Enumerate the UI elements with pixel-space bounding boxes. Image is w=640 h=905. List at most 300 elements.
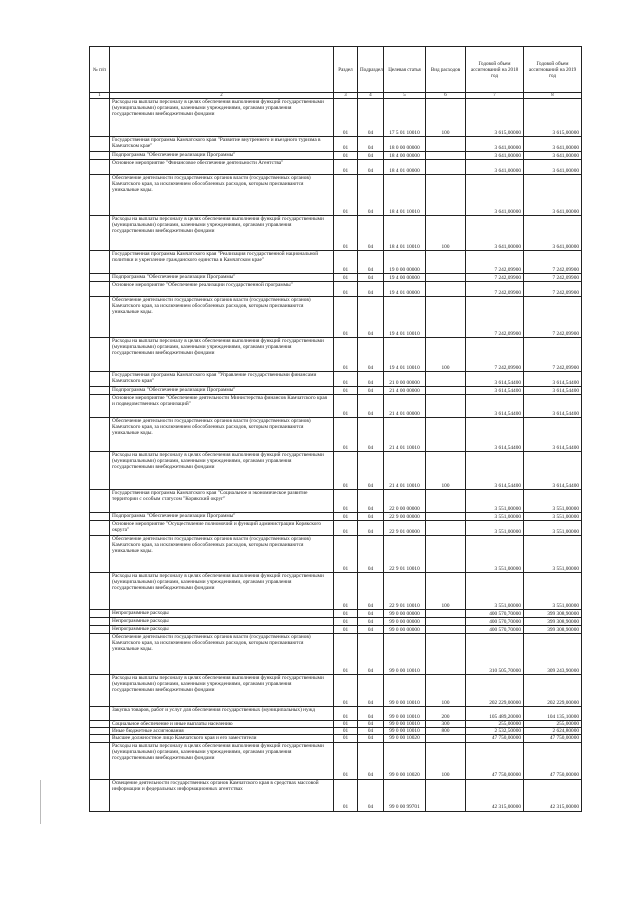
table-row [90,175,582,216]
cell-name: Расходы на выплаты персоналу в целях обеспечения выполнения функций государственными (муниципальными) органами, казенными учреждениями, органами управления государственными внебюджетными фондами [110,675,334,707]
cell-volume-2018: 3 614,54400 [466,418,524,452]
cell-name: Государственная программа Камчатского края "Социальное и экономическое развитие территории с особым статусом "Корякский округ" [110,490,334,513]
cell-name: Обеспечение деятельности государственных органов власти (государственных органов) Камчатского края, за исключением обособленных расходов, которым присваиваются уникальные коды. [110,536,334,573]
cell-podrazdel: 04 [358,452,384,490]
cell-name: Государственная программа Камчатского края "Управление государственными финансами Камчатского края" [110,372,334,387]
cell-volume-2018: 3 641,00000 [466,216,524,251]
cell-name: Основное мероприятие "Обеспечение реализации государственной программы" [110,282,334,297]
cell-podrazdel: 04 [358,707,384,721]
table-row [90,395,582,418]
table-row [90,274,582,282]
table-row [90,618,582,626]
cell-volume-2019: 7 242,09900 [524,282,582,297]
cell-razdel: 01 [334,395,358,418]
cell-podrazdel: 04 [358,152,384,160]
table-row [90,387,582,395]
cell-num [90,395,110,418]
column-number: 4 [358,93,384,99]
cell-volume-2018: 7 242,09900 [466,251,524,274]
cell-podrazdel: 04 [358,387,384,395]
cell-num [90,418,110,452]
cell-expense-type [426,395,466,418]
cell-razdel: 01 [334,707,358,721]
table-row [90,251,582,274]
cell-name: Непрограммные расходы [110,618,334,626]
cell-volume-2019: 7 242,09900 [524,251,582,274]
cell-volume-2019: 47 750,00000 [524,735,582,742]
cell-volume-2018: 7 242,09900 [466,282,524,297]
table-row [90,573,582,610]
header-volume-2019: Годовой объем ассигнований на 2019 год [524,47,582,93]
cell-podrazdel: 04 [358,297,384,338]
cell-target-article: 18 4 00 00000 [384,152,426,160]
cell-expense-type: 100 [426,452,466,490]
cell-expense-type [426,490,466,513]
cell-razdel: 01 [334,251,358,274]
cell-name: Расходы на выплаты персоналу в целях обеспечения выполнения функций государственными (муниципальными) органами, казенными учреждениями, органами управления государственными внебюджетными фондами [110,452,334,490]
cell-target-article: 22 0 00 00000 [384,490,426,513]
cell-podrazdel: 04 [358,742,384,779]
cell-target-article: 99 0 00 10010 [384,721,426,728]
cell-num [90,282,110,297]
cell-name: Обеспечение деятельности государственных органов власти (государственных органов) Камчатского края, за исключением обособленных расходов, которым присваиваются уникальные коды. [110,418,334,452]
cell-volume-2018: 3 641,00000 [466,152,524,160]
cell-razdel: 01 [334,675,358,707]
cell-podrazdel: 04 [358,175,384,216]
cell-razdel: 01 [334,618,358,626]
cell-volume-2018: 3 551,00000 [466,573,524,610]
cell-target-article: 21 4 01 00000 [384,395,426,418]
cell-volume-2018: 202 229,00000 [466,675,524,707]
cell-volume-2018: 7 242,09900 [466,338,524,372]
cell-podrazdel: 04 [358,721,384,728]
cell-name: Основное мероприятие "Обеспечение деятельности Министерства финансов Камчатского края и подведомственных организаций" [110,395,334,418]
cell-expense-type: 100 [426,675,466,707]
cell-expense-type [426,418,466,452]
cell-razdel: 01 [334,742,358,779]
table-row [90,728,582,735]
cell-razdel: 01 [334,626,358,634]
table-row [90,721,582,728]
cell-target-article: 19 4 01 10010 [384,297,426,338]
cell-target-article: 99 0 00 10010 [384,675,426,707]
cell-volume-2019: 399 308,90000 [524,618,582,626]
cell-name: Государственная программа Камчатского края "Развитие внутреннего и въездного туризма в Камчатском крае" [110,137,334,152]
cell-razdel: 01 [334,137,358,152]
table-row [90,418,582,452]
cell-name: Расходы на выплаты персоналу в целях обеспечения выполнения функций государственными (муниципальными) органами, казенными учреждениями, органами управления государственными внебюджетными фондами [110,99,334,137]
cell-target-article: 18 0 00 00000 [384,137,426,152]
cell-name: Освещение деятельности государственных органов Камчатского края в средствах массовой информации и федеральных информационных агентствах [110,779,334,811]
cell-target-article: 99 0 00 10010 [384,634,426,675]
cell-num [90,137,110,152]
cell-podrazdel: 04 [358,338,384,372]
cell-target-article: 22 9 01 10010 [384,536,426,573]
cell-target-article: 21 4 01 10010 [384,452,426,490]
cell-num [90,372,110,387]
table-row [90,282,582,297]
table-row [90,490,582,513]
cell-razdel: 01 [334,490,358,513]
cell-razdel: 01 [334,513,358,521]
cell-num [90,707,110,721]
cell-podrazdel: 04 [358,521,384,536]
table-row [90,297,582,338]
margin-mark [40,780,41,824]
cell-name: Государственная программа Камчатского края "Реализация государственной национальной политики и укрепление гражданского единства в Камчатском крае" [110,251,334,274]
table-row [90,626,582,634]
cell-expense-type: 200 [426,707,466,721]
cell-expense-type [426,274,466,282]
cell-volume-2019: 7 242,09900 [524,338,582,372]
cell-podrazdel: 04 [358,634,384,675]
cell-expense-type [426,626,466,634]
cell-volume-2019: 255,00000 [524,721,582,728]
cell-volume-2018: 3 614,54400 [466,452,524,490]
table-row [90,216,582,251]
cell-razdel: 01 [334,372,358,387]
table-row [90,536,582,573]
column-number: 8 [524,93,582,99]
cell-expense-type [426,175,466,216]
cell-num [90,521,110,536]
cell-podrazdel: 04 [358,536,384,573]
cell-volume-2019: 7 242,09900 [524,274,582,282]
cell-num [90,742,110,779]
cell-razdel: 01 [334,779,358,811]
table-row [90,779,582,811]
header-target-article: Целевая статья [384,47,426,93]
cell-expense-type [426,137,466,152]
cell-num [90,175,110,216]
cell-num [90,721,110,728]
cell-expense-type: 100 [426,216,466,251]
cell-podrazdel: 04 [358,418,384,452]
cell-podrazdel: 04 [358,675,384,707]
table-row [90,160,582,175]
cell-volume-2018: 400 570,70000 [466,626,524,634]
cell-num [90,513,110,521]
cell-podrazdel: 04 [358,372,384,387]
cell-podrazdel: 04 [358,274,384,282]
cell-volume-2019: 399 308,90000 [524,626,582,634]
cell-num [90,452,110,490]
cell-volume-2019: 3 614,54400 [524,372,582,387]
cell-target-article: 99 0 00 00000 [384,626,426,634]
table-row [90,521,582,536]
cell-num [90,297,110,338]
cell-name: Обеспечение деятельности государственных органов власти (государственных органов) Камчатского края, за исключением обособленных расходов, которым присваиваются уникальные коды. [110,297,334,338]
cell-expense-type [426,152,466,160]
cell-razdel: 01 [334,152,358,160]
cell-podrazdel: 04 [358,99,384,137]
cell-podrazdel: 04 [358,618,384,626]
table-header-row [90,47,582,93]
cell-volume-2018: 255,00000 [466,721,524,728]
cell-volume-2019: 3 551,00000 [524,521,582,536]
cell-volume-2019: 3 641,00000 [524,137,582,152]
cell-podrazdel: 04 [358,251,384,274]
cell-num [90,251,110,274]
column-number: 7 [466,93,524,99]
cell-volume-2018: 3 551,00000 [466,513,524,521]
table-row [90,513,582,521]
cell-target-article: 21 4 00 00000 [384,387,426,395]
cell-volume-2018: 105 489,20000 [466,707,524,721]
cell-target-article: 99 0 00 00000 [384,610,426,618]
cell-podrazdel: 04 [358,610,384,618]
cell-volume-2018: 3 551,00000 [466,521,524,536]
cell-volume-2019: 3 641,00000 [524,152,582,160]
cell-target-article: 18 4 01 10010 [384,175,426,216]
cell-num [90,634,110,675]
cell-expense-type [426,634,466,675]
table-body [90,99,582,812]
cell-volume-2019: 3 615,00000 [524,99,582,137]
cell-podrazdel: 04 [358,395,384,418]
cell-expense-type [426,297,466,338]
table-row [90,372,582,387]
cell-target-article: 19 4 00 00000 [384,274,426,282]
budget-table [89,46,582,812]
cell-expense-type [426,610,466,618]
cell-volume-2019: 3 614,54400 [524,387,582,395]
cell-razdel: 01 [334,521,358,536]
header-num: № п/п [90,47,110,93]
cell-target-article: 99 0 00 10010 [384,728,426,735]
cell-num [90,779,110,811]
cell-podrazdel: 04 [358,573,384,610]
cell-volume-2018: 42 315,00000 [466,779,524,811]
cell-target-article: 99 0 00 10010 [384,707,426,721]
cell-volume-2018: 3 614,54400 [466,372,524,387]
cell-expense-type [426,387,466,395]
cell-num [90,536,110,573]
table-row [90,99,582,137]
cell-expense-type: 800 [426,728,466,735]
cell-expense-type [426,251,466,274]
cell-volume-2018: 3 641,00000 [466,175,524,216]
cell-target-article: 99 0 00 10020 [384,742,426,779]
cell-razdel: 01 [334,175,358,216]
cell-volume-2018: 3 641,00000 [466,137,524,152]
cell-num [90,728,110,735]
table-row [90,675,582,707]
cell-podrazdel: 04 [358,779,384,811]
cell-podrazdel: 04 [358,735,384,742]
column-number: 1 [90,93,110,99]
cell-num [90,387,110,395]
cell-volume-2018: 3 615,00000 [466,99,524,137]
column-number: 2 [110,93,334,99]
cell-name: Подпрограмма "Обеспечение реализации Программы" [110,152,334,160]
cell-podrazdel: 04 [358,728,384,735]
cell-expense-type [426,536,466,573]
cell-volume-2018: 3 614,54400 [466,387,524,395]
cell-volume-2018: 3 641,00000 [466,160,524,175]
cell-volume-2019: 104 135,10000 [524,707,582,721]
cell-razdel: 01 [334,721,358,728]
cell-volume-2019: 2 624,80000 [524,728,582,735]
table-row [90,338,582,372]
cell-razdel: 01 [334,99,358,137]
cell-name: Обеспечение деятельности государственных органов власти (государственных органов) Камчатского края, за исключением обособленных расходов, которым присваиваются уникальные коды. [110,634,334,675]
cell-name: Непрограммные расходы [110,610,334,618]
cell-target-article: 21 0 00 00000 [384,372,426,387]
cell-expense-type [426,513,466,521]
table-row [90,634,582,675]
cell-volume-2018: 400 570,70000 [466,610,524,618]
cell-name: Расходы на выплаты персоналу в целях обеспечения выполнения функций государственными (муниципальными) органами, казенными учреждениями, органами управления государственными внебюджетными фондами [110,338,334,372]
cell-name: Обеспечение деятельности государственных органов власти (государственных органов) Камчатского края, за исключением обособленных расходов, которым присваиваются уникальные коды. [110,175,334,216]
cell-podrazdel: 04 [358,137,384,152]
cell-volume-2019: 309 243,90000 [524,634,582,675]
cell-expense-type [426,160,466,175]
cell-podrazdel: 04 [358,513,384,521]
cell-num [90,618,110,626]
cell-expense-type: 300 [426,721,466,728]
cell-name: Непрограммные расходы [110,626,334,634]
cell-name: Высшее должностное лицо Камчатского края и его заместители [110,735,334,742]
cell-name: Расходы на выплаты персоналу в целях обеспечения выполнения функций государственными (муниципальными) органами, казенными учреждениями, органами управления государственными внебюджетными фондами [110,573,334,610]
header-razdel: Раздел [334,47,358,93]
cell-num [90,573,110,610]
cell-podrazdel: 04 [358,216,384,251]
cell-volume-2019: 399 308,90000 [524,610,582,618]
cell-volume-2019: 47 750,00000 [524,742,582,779]
budget-table-sheet [89,46,581,812]
cell-volume-2018: 3 551,00000 [466,536,524,573]
cell-expense-type: 100 [426,742,466,779]
cell-volume-2019: 42 315,00000 [524,779,582,811]
cell-razdel: 01 [334,338,358,372]
cell-volume-2018: 7 242,09900 [466,274,524,282]
cell-name: Социальное обеспечение и иные выплаты населению [110,721,334,728]
cell-target-article: 22 9 00 00000 [384,513,426,521]
cell-target-article: 19 0 00 00000 [384,251,426,274]
cell-target-article: 18 4 01 10010 [384,216,426,251]
cell-volume-2018: 47 750,00000 [466,742,524,779]
cell-expense-type [426,735,466,742]
cell-volume-2018: 47 750,00000 [466,735,524,742]
cell-podrazdel: 04 [358,282,384,297]
cell-name: Подпрограмма "Обеспечение реализации Программы" [110,387,334,395]
cell-expense-type [426,372,466,387]
cell-name: Иные бюджетные ассигнования [110,728,334,735]
cell-volume-2019: 3 614,54400 [524,452,582,490]
cell-volume-2019: 3 641,00000 [524,216,582,251]
cell-expense-type: 100 [426,99,466,137]
cell-razdel: 01 [334,536,358,573]
cell-volume-2019: 3 614,54400 [524,418,582,452]
cell-razdel: 01 [334,160,358,175]
cell-razdel: 01 [334,452,358,490]
header-podrazdel: Подраздел [358,47,384,93]
cell-volume-2019: 3 641,00000 [524,160,582,175]
cell-target-article: 17 5 01 10010 [384,99,426,137]
cell-expense-type [426,618,466,626]
cell-volume-2019: 3 551,00000 [524,513,582,521]
cell-target-article: 99 0 00 00000 [384,618,426,626]
cell-volume-2018: 2 532,50000 [466,728,524,735]
table-row [90,707,582,721]
cell-razdel: 01 [334,418,358,452]
cell-razdel: 01 [334,610,358,618]
cell-num [90,735,110,742]
table-row [90,735,582,742]
cell-num [90,160,110,175]
table-row [90,452,582,490]
header-volume-2018: Годовой объем ассигнований на 2018 год [466,47,524,93]
cell-volume-2019: 3 551,00000 [524,490,582,513]
cell-volume-2019: 3 551,00000 [524,573,582,610]
cell-expense-type: 100 [426,338,466,372]
cell-num [90,152,110,160]
cell-volume-2019: 7 242,09900 [524,297,582,338]
cell-volume-2019: 3 551,00000 [524,536,582,573]
cell-volume-2019: 3 641,00000 [524,175,582,216]
cell-target-article: 18 4 01 00000 [384,160,426,175]
cell-name: Расходы на выплаты персоналу в целях обеспечения выполнения функций государственными (муниципальными) органами, казенными учреждениями, органами управления государственными внебюджетными фондами [110,216,334,251]
cell-razdel: 01 [334,274,358,282]
header-expense-type: Вид расходов [426,47,466,93]
cell-volume-2018: 7 242,09900 [466,297,524,338]
cell-podrazdel: 04 [358,626,384,634]
cell-target-article: 19 4 01 10010 [384,338,426,372]
cell-razdel: 01 [334,573,358,610]
cell-num [90,99,110,137]
cell-expense-type [426,779,466,811]
cell-target-article: 99 0 00 99701 [384,779,426,811]
cell-volume-2018: 310 505,70000 [466,634,524,675]
cell-podrazdel: 04 [358,490,384,513]
cell-expense-type [426,521,466,536]
cell-num [90,610,110,618]
cell-name: Подпрограмма "Обеспечение реализации Программы" [110,513,334,521]
table-row [90,742,582,779]
cell-razdel: 01 [334,735,358,742]
cell-num [90,338,110,372]
cell-expense-type: 100 [426,573,466,610]
cell-target-article: 99 0 00 10020 [384,735,426,742]
cell-volume-2018: 400 570,70000 [466,618,524,626]
cell-razdel: 01 [334,216,358,251]
cell-razdel: 01 [334,634,358,675]
cell-volume-2018: 3 551,00000 [466,490,524,513]
cell-name: Основное мероприятие "Финансовое обеспечение деятельности Агентства" [110,160,334,175]
cell-razdel: 01 [334,728,358,735]
cell-volume-2019: 202 229,00000 [524,675,582,707]
header-name [110,47,334,93]
cell-podrazdel: 04 [358,160,384,175]
column-number: 5 [384,93,426,99]
cell-num [90,675,110,707]
cell-num [90,626,110,634]
cell-target-article: 19 4 01 00000 [384,282,426,297]
table-row [90,610,582,618]
cell-volume-2019: 3 614,54400 [524,395,582,418]
cell-name: Подпрограмма "Обеспечение реализации Программы" [110,274,334,282]
table-row [90,137,582,152]
cell-razdel: 01 [334,297,358,338]
cell-expense-type [426,282,466,297]
cell-target-article: 22 9 01 00000 [384,521,426,536]
cell-volume-2018: 3 614,54400 [466,395,524,418]
cell-razdel: 01 [334,282,358,297]
cell-num [90,490,110,513]
cell-name: Основное мероприятие "Осуществление полномочий и функций администрации Корякского округа" [110,521,334,536]
cell-razdel: 01 [334,387,358,395]
